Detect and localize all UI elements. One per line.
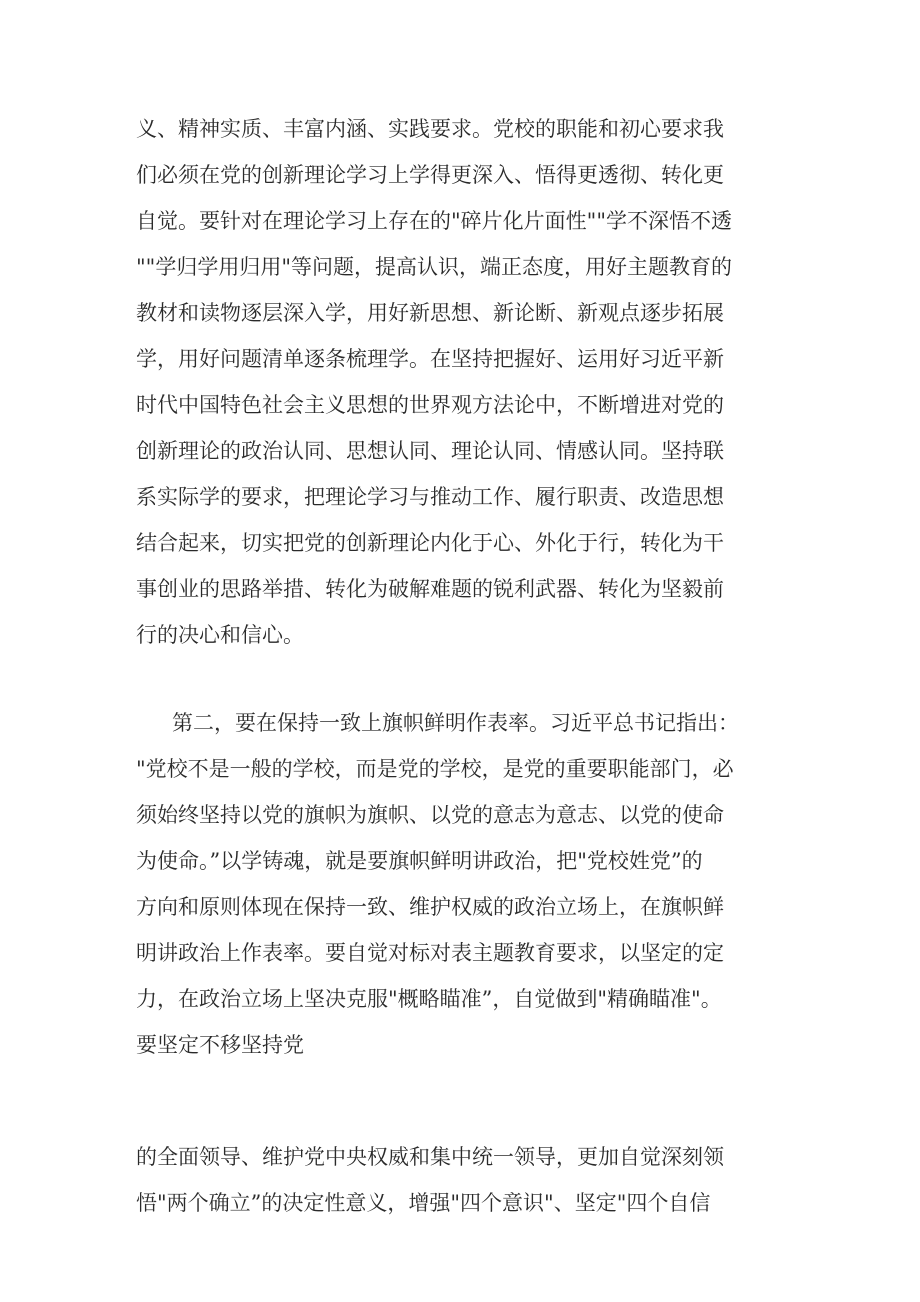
text-line: 第二，要在保持一致上旗帜鲜明作表率。习近平总书记指出： (172, 711, 739, 735)
text-line: 结合起来，切实把党的创新理论内化于心、外化于行，转化为干 (136, 531, 724, 555)
text-line: 教材和读物逐层深入学，用好新思想、新论断、新观点逐步拓展 (136, 301, 724, 325)
text-line: 时代中国特色社会主义思想的世界观方法论中，不断增进对党的 (136, 393, 724, 417)
text-line: 悟"两个确立”的决定性意义，增强"四个意识"、坚定"四个自信 (136, 1191, 711, 1215)
text-line: 们必须在党的创新理论学习上学得更深入、悟得更透彻、转化更 (136, 163, 724, 187)
paragraph-3 (136, 1134, 836, 1226)
text-line: 为使命。”以学铸魂，就是要旗帜鲜明讲政治，把"党校姓党”的 (136, 849, 703, 873)
text-line: 系实际学的要求，把理论学习与推动工作、履行职责、改造思想 (136, 485, 724, 509)
paragraph-1 (136, 106, 836, 658)
text-line: 方向和原则体现在保持一致、维护权威的政治立场上，在旗帜鲜 (136, 895, 724, 919)
text-line: 事创业的思路举措、转化为破解难题的锐利武器、转化为坚毅前 (136, 577, 724, 601)
text-line: ""学归学用归用"等问题，提高认识，端正态度，用好主题教育的 (136, 255, 732, 279)
text-line: "党校不是一般的学校，而是党的学校，是党的重要职能部门，必 (136, 757, 734, 781)
text-line: 明讲政治上作表率。要自觉对标对表主题教育要求，以坚定的定 (136, 941, 724, 965)
text-line: 行的决心和信心。 (136, 623, 304, 647)
text-line: 学，用好问题清单逐条梳理学。在坚持把握好、运用好习近平新 (136, 347, 724, 371)
paragraph-2 (136, 700, 836, 1068)
text-line: 要坚定不移坚持党 (136, 1033, 304, 1057)
text-line: 力，在政治立场上坚决克服"概略瞄准”，自觉做到"精确瞄准"。 (136, 987, 722, 1011)
text-line: 须始终坚持以党的旗帜为旗帜、以党的意志为意志、以党的使命 (136, 803, 724, 827)
text-line: 创新理论的政治认同、思想认同、理论认同、情感认同。坚持联 (136, 439, 724, 463)
text-line: 自觉。要针对在理论学习上存在的"碎片化片面性""学不深悟不透 (136, 209, 732, 233)
text-line: 义、精神实质、丰富内涵、实践要求。党校的职能和初心要求我 (136, 117, 724, 141)
text-line: 的全面领导、维护党中央权威和集中统一领导，更加自觉深刻领 (136, 1145, 724, 1169)
